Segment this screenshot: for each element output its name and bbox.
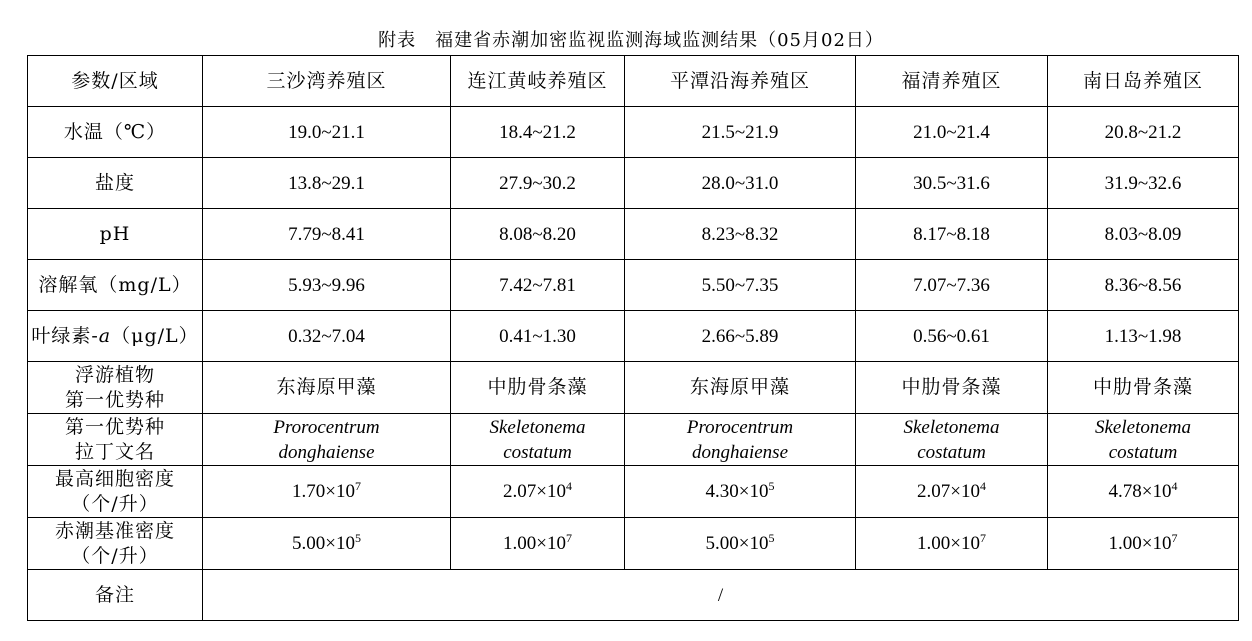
header-row — [28, 56, 1239, 107]
row-label-max-density — [28, 466, 203, 518]
table-row — [28, 107, 1239, 158]
cell-value: 18.4~21.2 — [451, 107, 625, 158]
cell-value: 8.08~8.20 — [451, 209, 625, 260]
label-suffix: （μg/L） — [111, 324, 199, 347]
genus: Skeletonema — [489, 416, 586, 438]
table-row — [28, 362, 1239, 414]
species: donghaiense — [278, 441, 375, 463]
header-region: 南日岛养殖区 — [1048, 56, 1239, 107]
cell-latin-name — [625, 414, 856, 466]
table-row — [28, 518, 1239, 570]
cell-value: 21.0~21.4 — [856, 107, 1048, 158]
cell-value: 中肋骨条藻 — [451, 362, 625, 414]
mantissa: 4.78×10 — [1108, 481, 1172, 502]
row-label-baseline-density — [28, 518, 203, 570]
cell-value: 30.5~31.6 — [856, 158, 1048, 209]
exponent: 4 — [979, 479, 986, 493]
label-line: 赤潮基准密度 — [54, 519, 175, 542]
label-italic: a — [98, 324, 112, 347]
exponent: 5 — [768, 479, 775, 493]
notes-value: / — [203, 570, 1239, 621]
label-line: 第一优势种 — [64, 388, 165, 411]
mantissa: 2.07×10 — [917, 481, 980, 502]
genus: Skeletonema — [1094, 416, 1191, 438]
mantissa: 4.30×10 — [705, 481, 769, 502]
label-line: 拉丁文名 — [74, 440, 155, 463]
row-label-dominant-species — [28, 362, 203, 414]
cell-value: 5.50~7.35 — [625, 260, 856, 311]
exponent: 7 — [354, 479, 361, 493]
cell-value — [1048, 518, 1239, 570]
species: costatum — [1108, 441, 1178, 463]
cell-value: 7.42~7.81 — [451, 260, 625, 311]
row-label-notes: 备注 — [28, 570, 203, 621]
cell-value: 0.56~0.61 — [856, 311, 1048, 362]
mantissa: 5.00×10 — [292, 533, 355, 554]
cell-value: 20.8~21.2 — [1048, 107, 1239, 158]
mantissa: 1.00×10 — [1108, 533, 1172, 554]
species: costatum — [917, 441, 986, 463]
cell-latin-name — [856, 414, 1048, 466]
row-label-dissolved-oxygen: 溶解氧（mg/L） — [28, 260, 203, 311]
cell-value: 8.17~8.18 — [856, 209, 1048, 260]
cell-value: 19.0~21.1 — [203, 107, 451, 158]
table-row — [28, 414, 1239, 466]
row-label-salinity: 盐度 — [28, 158, 203, 209]
cell-value: 7.07~7.36 — [856, 260, 1048, 311]
cell-value: 5.93~9.96 — [203, 260, 451, 311]
mantissa: 5.00×10 — [705, 533, 769, 554]
cell-value: 东海原甲藻 — [203, 362, 451, 414]
cell-value: 13.8~29.1 — [203, 158, 451, 209]
exponent: 4 — [565, 479, 572, 493]
label-line: 浮游植物 — [74, 363, 155, 386]
label-line: 第一优势种 — [64, 415, 165, 438]
cell-value: 21.5~21.9 — [625, 107, 856, 158]
cell-value: 中肋骨条藻 — [1048, 362, 1239, 414]
row-label-chlorophyll — [28, 311, 203, 362]
cell-latin-name — [451, 414, 625, 466]
mantissa: 2.07×10 — [503, 481, 566, 502]
exponent: 5 — [354, 531, 361, 545]
cell-value: 2.66~5.89 — [625, 311, 856, 362]
cell-value — [203, 466, 451, 518]
label-prefix: 叶绿素- — [31, 324, 99, 347]
mantissa: 1.70×10 — [292, 481, 355, 502]
cell-latin-name — [1048, 414, 1239, 466]
exponent: 7 — [1171, 531, 1178, 545]
header-region: 三沙湾养殖区 — [203, 56, 451, 107]
mantissa: 1.00×10 — [503, 533, 566, 554]
table-row — [28, 158, 1239, 209]
cell-value — [856, 518, 1048, 570]
row-label-ph: pH — [28, 209, 203, 260]
table-row — [28, 570, 1239, 621]
genus: Prorocentrum — [273, 416, 380, 438]
cell-value — [1048, 466, 1239, 518]
label-line: 最高细胞密度 — [54, 467, 175, 490]
cell-value: 8.03~8.09 — [1048, 209, 1239, 260]
cell-latin-name — [203, 414, 451, 466]
label-line: （个/升） — [71, 492, 159, 515]
header-region: 平潭沿海养殖区 — [625, 56, 856, 107]
cell-value — [625, 518, 856, 570]
cell-value: 中肋骨条藻 — [856, 362, 1048, 414]
exponent: 4 — [1171, 479, 1178, 493]
cell-value — [856, 466, 1048, 518]
cell-value: 8.23~8.32 — [625, 209, 856, 260]
cell-value: 27.9~30.2 — [451, 158, 625, 209]
cell-value — [451, 518, 625, 570]
table-row — [28, 209, 1239, 260]
mantissa: 1.00×10 — [917, 533, 980, 554]
row-label-temperature: 水温（℃） — [28, 107, 203, 158]
table-row — [28, 260, 1239, 311]
table-row — [28, 466, 1239, 518]
header-region: 连江黄岐养殖区 — [451, 56, 625, 107]
table-caption: 附表 福建省赤潮加密监视监测海域监测结果（05月02日） — [378, 30, 884, 51]
exponent: 7 — [979, 531, 986, 545]
cell-value — [451, 466, 625, 518]
genus: Skeletonema — [903, 416, 1000, 438]
header-param: 参数/区域 — [28, 56, 203, 107]
cell-value: 0.41~1.30 — [451, 311, 625, 362]
cell-value: 1.13~1.98 — [1048, 311, 1239, 362]
cell-value: 8.36~8.56 — [1048, 260, 1239, 311]
exponent: 5 — [768, 531, 775, 545]
cell-value: 31.9~32.6 — [1048, 158, 1239, 209]
cell-value: 0.32~7.04 — [203, 311, 451, 362]
species: donghaiense — [691, 441, 789, 463]
cell-value: 7.79~8.41 — [203, 209, 451, 260]
table-row — [28, 311, 1239, 362]
monitoring-results-table — [27, 55, 1239, 621]
cell-value — [203, 518, 451, 570]
label-line: （个/升） — [71, 544, 159, 567]
header-region: 福清养殖区 — [856, 56, 1048, 107]
cell-value — [625, 466, 856, 518]
cell-value: 28.0~31.0 — [625, 158, 856, 209]
cell-value: 东海原甲藻 — [625, 362, 856, 414]
exponent: 7 — [565, 531, 572, 545]
row-label-latin-name — [28, 414, 203, 466]
species: costatum — [503, 441, 572, 463]
genus: Prorocentrum — [686, 416, 794, 438]
